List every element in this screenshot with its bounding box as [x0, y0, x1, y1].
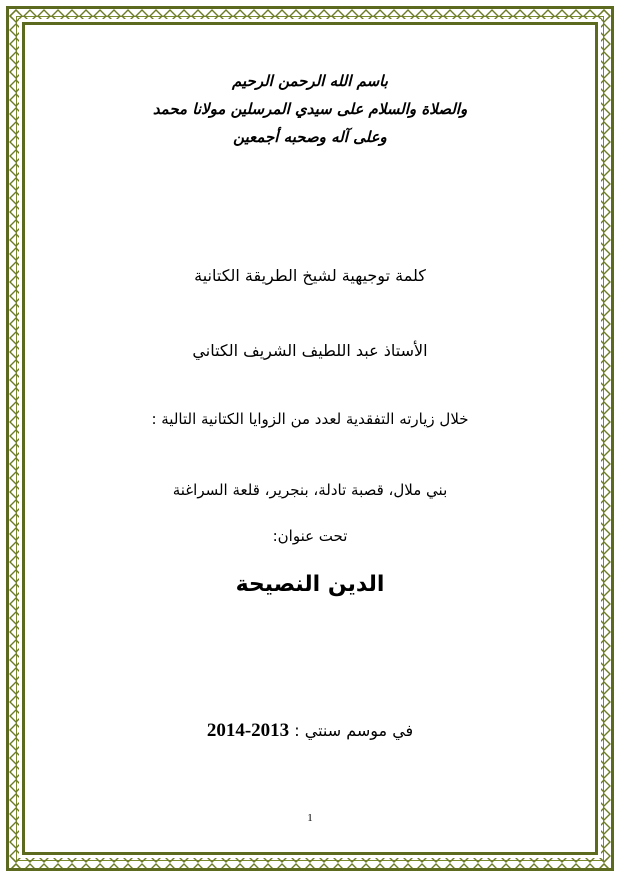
page-number: 1 [307, 812, 313, 824]
companions-line: وعلى آله وصحبه أجمعين [233, 128, 387, 146]
speech-type: كلمة توجيهية لشيخ الطريقة الكتانية [194, 266, 426, 285]
speaker-name: الأستاذ عبد اللطيف الشريف الكتاني [192, 341, 428, 360]
salat-line: والصلاة والسلام على سيدي المرسلين مولانا محمد [152, 100, 468, 118]
season-label: في موسم سنتي : [294, 721, 414, 740]
under-title-label: تحت عنوان: [272, 527, 348, 545]
basmala-line: باسم الله الرحمن الرحيم [232, 72, 388, 90]
speech-title: الدين النصيحة [235, 572, 385, 597]
season-line [40, 720, 580, 742]
places-list: بني ملال، قصبة تادلة، بنجرير، قلعة السراغنة [172, 481, 448, 499]
season-years: 2014-2013 [206, 720, 290, 741]
visit-occasion: خلال زيارته التفقدية لعدد من الزوايا الكتانية التالية : [151, 410, 469, 428]
